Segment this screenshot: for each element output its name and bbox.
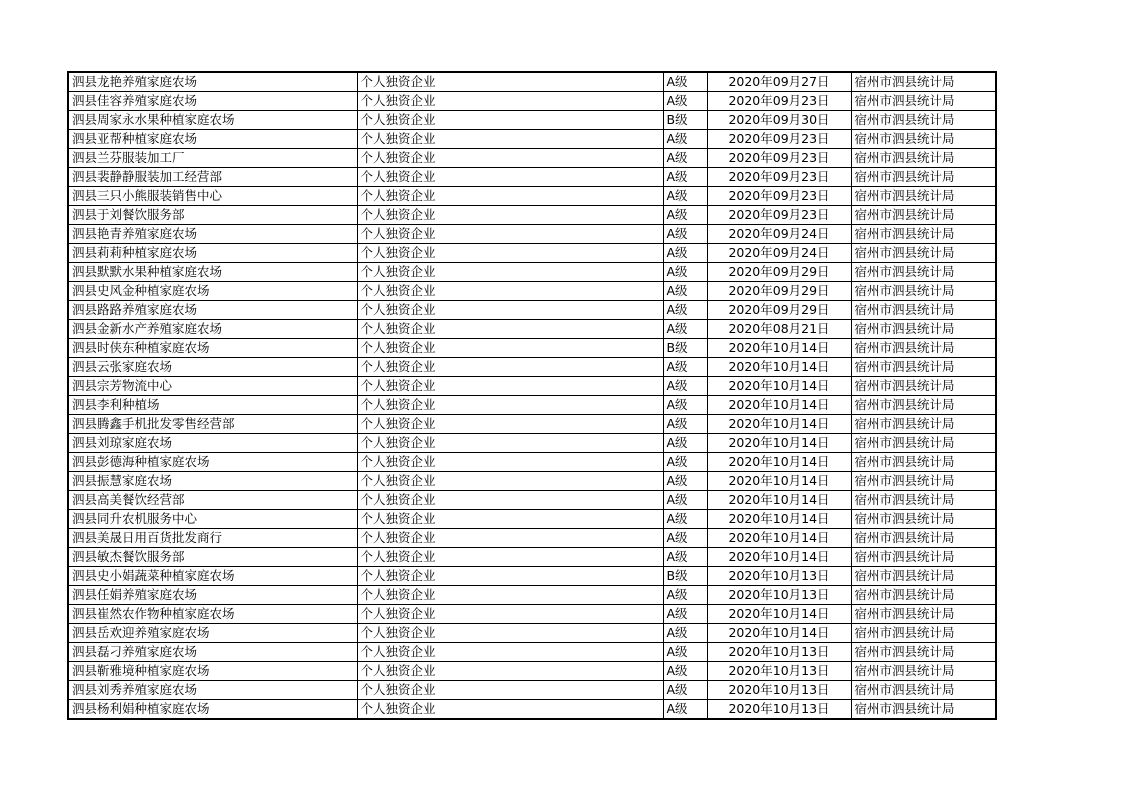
rating-date-cell: 2020年09月29日 — [707, 282, 851, 301]
rating-date-cell: 2020年10月14日 — [707, 491, 851, 510]
enterprise-name-cell: 泗县彭德海种植家庭农场 — [68, 453, 357, 472]
rating-date-cell: 2020年10月13日 — [707, 662, 851, 681]
rating-date-cell: 2020年10月13日 — [707, 700, 851, 720]
rating-authority-cell: 宿州市泗县统计局 — [851, 263, 996, 282]
credit-grade-cell: A级 — [663, 491, 707, 510]
credit-grade-cell: A级 — [663, 662, 707, 681]
rating-date-cell: 2020年10月13日 — [707, 681, 851, 700]
table-row — [68, 586, 996, 605]
enterprise-type-cell: 个人独资企业 — [357, 149, 663, 168]
rating-authority-cell: 宿州市泗县统计局 — [851, 586, 996, 605]
credit-grade-cell: A级 — [663, 282, 707, 301]
rating-date-cell: 2020年09月29日 — [707, 263, 851, 282]
credit-grade-cell: A级 — [663, 624, 707, 643]
rating-date-cell: 2020年09月23日 — [707, 187, 851, 206]
rating-authority-cell: 宿州市泗县统计局 — [851, 72, 996, 92]
enterprise-type-cell: 个人独资企业 — [357, 567, 663, 586]
enterprise-type-cell: 个人独资企业 — [357, 605, 663, 624]
enterprise-name-cell: 泗县金新水产养殖家庭农场 — [68, 320, 357, 339]
rating-date-cell: 2020年10月13日 — [707, 586, 851, 605]
enterprise-name-cell: 泗县于刘餐饮服务部 — [68, 206, 357, 225]
rating-authority-cell: 宿州市泗县统计局 — [851, 491, 996, 510]
enterprise-type-cell: 个人独资企业 — [357, 301, 663, 320]
credit-grade-cell: A级 — [663, 320, 707, 339]
enterprise-type-cell: 个人独资企业 — [357, 168, 663, 187]
rating-authority-cell: 宿州市泗县统计局 — [851, 434, 996, 453]
rating-authority-cell: 宿州市泗县统计局 — [851, 301, 996, 320]
rating-date-cell: 2020年10月14日 — [707, 377, 851, 396]
table-row — [68, 624, 996, 643]
credit-grade-cell: A级 — [663, 548, 707, 567]
rating-date-cell: 2020年10月13日 — [707, 567, 851, 586]
table-row — [68, 339, 996, 358]
enterprise-type-cell: 个人独资企业 — [357, 643, 663, 662]
rating-authority-cell: 宿州市泗县统计局 — [851, 472, 996, 491]
rating-date-cell: 2020年08月21日 — [707, 320, 851, 339]
table-row — [68, 510, 996, 529]
enterprise-type-cell: 个人独资企业 — [357, 681, 663, 700]
enterprise-name-cell: 泗县李利种植场 — [68, 396, 357, 415]
enterprise-type-cell: 个人独资企业 — [357, 510, 663, 529]
rating-authority-cell: 宿州市泗县统计局 — [851, 92, 996, 111]
table-row — [68, 263, 996, 282]
enterprise-type-cell: 个人独资企业 — [357, 225, 663, 244]
rating-date-cell: 2020年10月14日 — [707, 453, 851, 472]
enterprise-name-cell: 泗县振慧家庭农场 — [68, 472, 357, 491]
table-row — [68, 643, 996, 662]
enterprise-name-cell: 泗县龙艳养殖家庭农场 — [68, 72, 357, 92]
table-row — [68, 491, 996, 510]
rating-authority-cell: 宿州市泗县统计局 — [851, 168, 996, 187]
enterprise-type-cell: 个人独资企业 — [357, 72, 663, 92]
rating-date-cell: 2020年10月14日 — [707, 396, 851, 415]
table-row — [68, 548, 996, 567]
enterprise-name-cell: 泗县三只小熊服装销售中心 — [68, 187, 357, 206]
rating-authority-cell: 宿州市泗县统计局 — [851, 662, 996, 681]
enterprise-name-cell: 泗县美晟日用百货批发商行 — [68, 529, 357, 548]
table-row — [68, 244, 996, 263]
table-row — [68, 358, 996, 377]
table-row — [68, 453, 996, 472]
rating-authority-cell: 宿州市泗县统计局 — [851, 320, 996, 339]
credit-grade-cell: A级 — [663, 168, 707, 187]
table-row — [68, 282, 996, 301]
rating-date-cell: 2020年10月14日 — [707, 605, 851, 624]
rating-date-cell: 2020年10月14日 — [707, 510, 851, 529]
rating-date-cell: 2020年09月24日 — [707, 244, 851, 263]
table-row — [68, 396, 996, 415]
enterprise-type-cell: 个人独资企业 — [357, 358, 663, 377]
rating-authority-cell: 宿州市泗县统计局 — [851, 130, 996, 149]
table-row — [68, 377, 996, 396]
table-row — [68, 168, 996, 187]
table-row — [68, 567, 996, 586]
rating-authority-cell: 宿州市泗县统计局 — [851, 624, 996, 643]
credit-grade-cell: A级 — [663, 472, 707, 491]
enterprise-name-cell: 泗县史小娟蔬菜种植家庭农场 — [68, 567, 357, 586]
rating-authority-cell: 宿州市泗县统计局 — [851, 149, 996, 168]
enterprise-name-cell: 泗县兰芬服装加工厂 — [68, 149, 357, 168]
enterprise-name-cell: 泗县岳欢迎养殖家庭农场 — [68, 624, 357, 643]
enterprise-name-cell: 泗县杨利娟种植家庭农场 — [68, 700, 357, 720]
rating-authority-cell: 宿州市泗县统计局 — [851, 111, 996, 130]
enterprise-name-cell: 泗县路路养殖家庭农场 — [68, 301, 357, 320]
rating-authority-cell: 宿州市泗县统计局 — [851, 700, 996, 720]
rating-date-cell: 2020年10月13日 — [707, 643, 851, 662]
rating-date-cell: 2020年10月14日 — [707, 529, 851, 548]
credit-grade-cell: B级 — [663, 567, 707, 586]
enterprise-type-cell: 个人独资企业 — [357, 415, 663, 434]
rating-date-cell: 2020年09月23日 — [707, 130, 851, 149]
enterprise-name-cell: 泗县靳雅境种植家庭农场 — [68, 662, 357, 681]
enterprise-name-cell: 泗县佳容养殖家庭农场 — [68, 92, 357, 111]
table-row — [68, 605, 996, 624]
enterprise-type-cell: 个人独资企业 — [357, 453, 663, 472]
table-row — [68, 301, 996, 320]
credit-grade-cell: A级 — [663, 453, 707, 472]
enterprise-type-cell: 个人独资企业 — [357, 263, 663, 282]
enterprise-name-cell: 泗县崔然农作物种植家庭农场 — [68, 605, 357, 624]
table-row — [68, 111, 996, 130]
enterprise-type-cell: 个人独资企业 — [357, 700, 663, 720]
enterprise-name-cell: 泗县时侠东种植家庭农场 — [68, 339, 357, 358]
rating-date-cell: 2020年10月14日 — [707, 434, 851, 453]
credit-grade-cell: A级 — [663, 643, 707, 662]
enterprise-name-cell: 泗县宗芳物流中心 — [68, 377, 357, 396]
credit-grade-cell: A级 — [663, 92, 707, 111]
enterprise-type-cell: 个人独资企业 — [357, 434, 663, 453]
rating-authority-cell: 宿州市泗县统计局 — [851, 187, 996, 206]
credit-grade-cell: A级 — [663, 206, 707, 225]
rating-authority-cell: 宿州市泗县统计局 — [851, 225, 996, 244]
credit-grade-cell: A级 — [663, 510, 707, 529]
rating-authority-cell: 宿州市泗县统计局 — [851, 396, 996, 415]
table-row — [68, 320, 996, 339]
enterprise-name-cell: 泗县莉莉种植家庭农场 — [68, 244, 357, 263]
enterprise-type-cell: 个人独资企业 — [357, 624, 663, 643]
credit-grade-cell: A级 — [663, 434, 707, 453]
rating-authority-cell: 宿州市泗县统计局 — [851, 206, 996, 225]
enterprise-name-cell: 泗县腾鑫手机批发零售经营部 — [68, 415, 357, 434]
enterprise-type-cell: 个人独资企业 — [357, 111, 663, 130]
rating-authority-cell: 宿州市泗县统计局 — [851, 377, 996, 396]
enterprise-type-cell: 个人独资企业 — [357, 206, 663, 225]
rating-authority-cell: 宿州市泗县统计局 — [851, 244, 996, 263]
rating-date-cell: 2020年09月23日 — [707, 168, 851, 187]
table-row — [68, 681, 996, 700]
table-row — [68, 225, 996, 244]
credit-grade-cell: B级 — [663, 111, 707, 130]
rating-date-cell: 2020年09月23日 — [707, 92, 851, 111]
rating-date-cell: 2020年09月27日 — [707, 72, 851, 92]
credit-grade-cell: A级 — [663, 72, 707, 92]
rating-authority-cell: 宿州市泗县统计局 — [851, 453, 996, 472]
table-row — [68, 434, 996, 453]
enterprise-name-cell: 泗县周家永水果种植家庭农场 — [68, 111, 357, 130]
rating-date-cell: 2020年09月23日 — [707, 149, 851, 168]
rating-authority-cell: 宿州市泗县统计局 — [851, 510, 996, 529]
table-row — [68, 72, 996, 92]
rating-authority-cell: 宿州市泗县统计局 — [851, 643, 996, 662]
table-row — [68, 206, 996, 225]
rating-date-cell: 2020年09月30日 — [707, 111, 851, 130]
credit-grade-cell: B级 — [663, 339, 707, 358]
enterprise-type-cell: 个人独资企业 — [357, 548, 663, 567]
table-body — [68, 72, 996, 719]
table-row — [68, 149, 996, 168]
table-row — [68, 529, 996, 548]
credit-grade-cell: A级 — [663, 225, 707, 244]
enterprise-type-cell: 个人独资企业 — [357, 396, 663, 415]
rating-date-cell: 2020年10月14日 — [707, 624, 851, 643]
enterprise-type-cell: 个人独资企业 — [357, 244, 663, 263]
rating-authority-cell: 宿州市泗县统计局 — [851, 605, 996, 624]
credit-grade-cell: A级 — [663, 149, 707, 168]
enterprise-type-cell: 个人独资企业 — [357, 491, 663, 510]
credit-grade-cell: A级 — [663, 415, 707, 434]
rating-date-cell: 2020年10月14日 — [707, 548, 851, 567]
enterprise-name-cell: 泗县默默水果种植家庭农场 — [68, 263, 357, 282]
credit-grade-cell: A级 — [663, 605, 707, 624]
credit-grade-cell: A级 — [663, 130, 707, 149]
enterprise-name-cell: 泗县任娟养殖家庭农场 — [68, 586, 357, 605]
enterprise-type-cell: 个人独资企业 — [357, 529, 663, 548]
credit-grade-cell: A级 — [663, 301, 707, 320]
credit-grade-cell: A级 — [663, 700, 707, 720]
rating-date-cell: 2020年10月14日 — [707, 415, 851, 434]
enterprise-name-cell: 泗县艳青养殖家庭农场 — [68, 225, 357, 244]
rating-authority-cell: 宿州市泗县统计局 — [851, 567, 996, 586]
rating-date-cell: 2020年09月23日 — [707, 206, 851, 225]
rating-date-cell: 2020年10月14日 — [707, 472, 851, 491]
rating-date-cell: 2020年10月14日 — [707, 358, 851, 377]
rating-authority-cell: 宿州市泗县统计局 — [851, 282, 996, 301]
rating-authority-cell: 宿州市泗县统计局 — [851, 339, 996, 358]
table-row — [68, 700, 996, 720]
credit-grade-cell: A级 — [663, 586, 707, 605]
enterprise-type-cell: 个人独资企业 — [357, 282, 663, 301]
credit-grade-cell: A级 — [663, 187, 707, 206]
enterprise-type-cell: 个人独资企业 — [357, 377, 663, 396]
enterprise-type-cell: 个人独资企业 — [357, 92, 663, 111]
enterprise-type-cell: 个人独资企业 — [357, 339, 663, 358]
table-row — [68, 130, 996, 149]
table-row — [68, 472, 996, 491]
table-row — [68, 187, 996, 206]
enterprise-name-cell: 泗县云张家庭农场 — [68, 358, 357, 377]
enterprise-name-cell: 泗县高美餐饮经营部 — [68, 491, 357, 510]
table-row — [68, 415, 996, 434]
rating-authority-cell: 宿州市泗县统计局 — [851, 415, 996, 434]
enterprise-name-cell: 泗县刘秀养殖家庭农场 — [68, 681, 357, 700]
enterprise-name-cell: 泗县刘琼家庭农场 — [68, 434, 357, 453]
credit-grade-cell: A级 — [663, 263, 707, 282]
table-row — [68, 92, 996, 111]
rating-date-cell: 2020年09月29日 — [707, 301, 851, 320]
enterprise-type-cell: 个人独资企业 — [357, 320, 663, 339]
credit-grade-cell: A级 — [663, 244, 707, 263]
rating-authority-cell: 宿州市泗县统计局 — [851, 548, 996, 567]
enterprise-name-cell: 泗县裴静静服装加工经营部 — [68, 168, 357, 187]
credit-grade-cell: A级 — [663, 377, 707, 396]
rating-date-cell: 2020年10月14日 — [707, 339, 851, 358]
enterprise-name-cell: 泗县亚帮种植家庭农场 — [68, 130, 357, 149]
enterprise-type-cell: 个人独资企业 — [357, 662, 663, 681]
table-row — [68, 662, 996, 681]
rating-authority-cell: 宿州市泗县统计局 — [851, 529, 996, 548]
credit-grade-cell: A级 — [663, 396, 707, 415]
rating-date-cell: 2020年09月24日 — [707, 225, 851, 244]
credit-grade-cell: A级 — [663, 681, 707, 700]
rating-authority-cell: 宿州市泗县统计局 — [851, 681, 996, 700]
enterprise-name-cell: 泗县史风金种植家庭农场 — [68, 282, 357, 301]
enterprise-type-cell: 个人独资企业 — [357, 472, 663, 491]
enterprise-name-cell: 泗县同升农机服务中心 — [68, 510, 357, 529]
credit-grade-cell: A级 — [663, 529, 707, 548]
rating-authority-cell: 宿州市泗县统计局 — [851, 358, 996, 377]
enterprise-type-cell: 个人独资企业 — [357, 187, 663, 206]
enterprise-name-cell: 泗县磊刁养殖家庭农场 — [68, 643, 357, 662]
enterprise-name-cell: 泗县敏杰餐饮服务部 — [68, 548, 357, 567]
enterprise-type-cell: 个人独资企业 — [357, 586, 663, 605]
credit-rating-table — [67, 71, 997, 720]
enterprise-type-cell: 个人独资企业 — [357, 130, 663, 149]
credit-grade-cell: A级 — [663, 358, 707, 377]
